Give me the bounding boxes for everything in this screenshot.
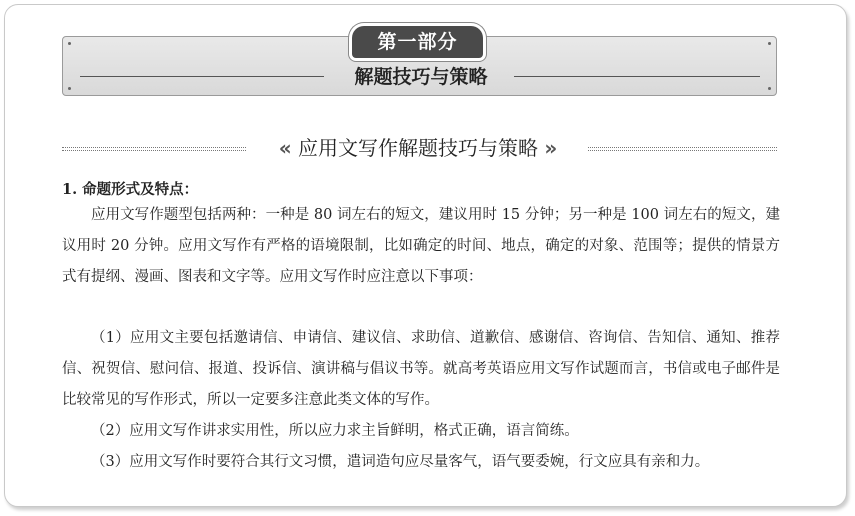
corner-dot [68, 87, 71, 90]
ornament-line-right [588, 147, 777, 151]
banner-rule-right [514, 76, 760, 77]
corner-dot [768, 42, 771, 45]
ornament-line-left [62, 147, 246, 151]
banner-rule-left [80, 76, 324, 77]
banner-title: 解题技巧与策略 [354, 66, 488, 88]
content-heading: 1. 命题形式及特点： [62, 181, 199, 198]
corner-dot [68, 42, 71, 45]
paragraph-point-2: （2）应用文写作讲求实用性，所以应力求主旨鲜明，格式正确，语言简练。 [91, 423, 579, 439]
paragraph-point-1: （1）应用文主要包括邀请信、申请信、建议信、求助信、道歉信、感谢信、咨询信、告知信、通知、推荐信、祝贺信、慰问信、报道、投诉信、演讲稿与倡议书等。就高考英语应用文写作试题而言，书信或电子邮件是比较常见的写作形式，所以一定要多注意此类文体的写作。 [62, 330, 780, 408]
section-header [62, 134, 777, 162]
corner-dot [768, 87, 771, 90]
paragraph-intro: 应用文写作题型包括两种：一种是 80 词左右的短文，建议用时 15 分钟；另一种是 100 词左右的短文，建议用时 20 分钟。应用文写作有严格的语境限制，比如确定的时间、地点，确定的对象、范围等；提供的情景方式有提纲、漫画、图表和文字等。应用文写作时应注意以下事项： [62, 207, 780, 285]
section-title: 应用文写作解题技巧与策略 [298, 136, 538, 160]
section-title-row [248, 134, 588, 162]
paragraph-point-3: （3）应用文写作时要符合其行文习惯，遣词造句应尽量客气，语气要委婉，行文应具有亲和力。 [91, 454, 710, 470]
left-chevron-icon: « [278, 136, 292, 160]
part-label: 第一部分 [352, 26, 483, 58]
right-chevron-icon: » [544, 136, 558, 160]
